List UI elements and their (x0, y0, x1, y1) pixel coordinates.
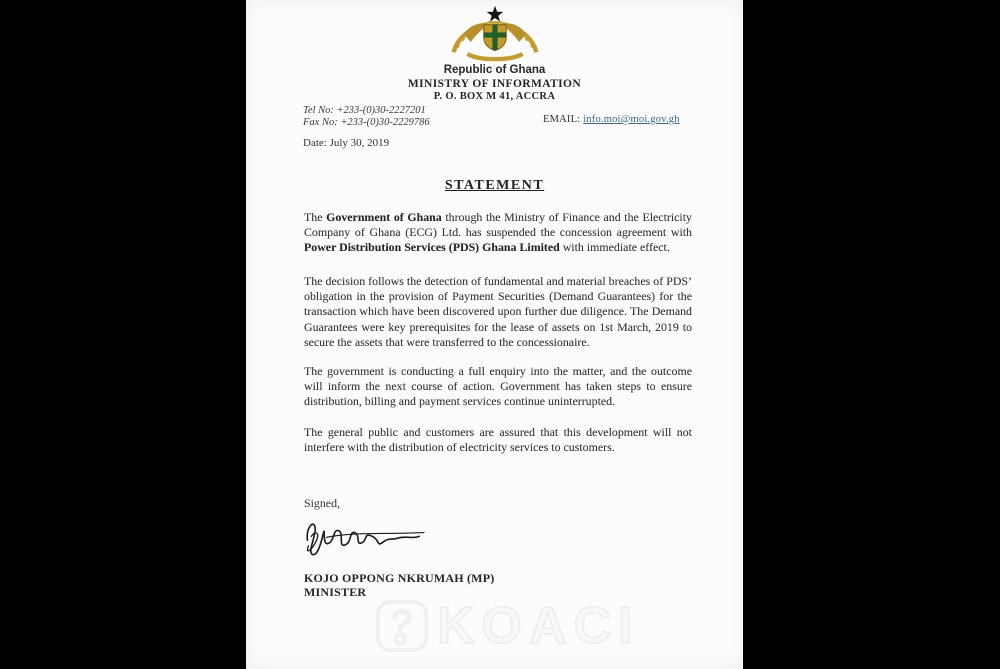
paragraph-1-bold-pds: Power Distribution Services (PDS) Ghana Limited (304, 240, 560, 255)
po-box-line: P. O. BOX M 41, ACCRA (433, 91, 556, 102)
signature-handwriting-icon (298, 507, 440, 561)
statement-title: STATEMENT (444, 178, 545, 193)
paragraph-3: The government is conducting a full enquiry into the matter, and the outcome will inform the next course of action. Government has taken steps to ensure distribution, billing and payment services continue uninterrupted. (304, 364, 692, 409)
paragraph-1 (304, 210, 692, 256)
ministry-title: MINISTRY OF INFORMATION (407, 78, 582, 90)
ghana-coat-of-arms-icon (443, 4, 547, 66)
date-line: Date: July 30, 2019 (303, 137, 390, 149)
koaci-watermark-text: KOACI (437, 597, 640, 655)
email-line (543, 114, 680, 125)
telephone-line: Tel No: +233-(0)30-2227201 (303, 105, 426, 116)
koaci-watermark (374, 598, 640, 654)
paragraph-2: The decision follows the detection of fundamental and material breaches of PDS’ obligation in the provision of Payment Securities (Demand Guarantees) for the transaction which have been discovered upon further due diligence. The Demand Guarantees were key prerequisites for the lease of assets on 1st March, 2019 to secure the assets that were transferred to the concessionaire. (304, 274, 692, 349)
koaci-logo-icon (374, 598, 430, 654)
paragraph-1-bold-government: Government of Ghana (326, 210, 442, 224)
email-label: EMAIL: (543, 114, 584, 125)
republic-title: Republic of Ghana (443, 64, 546, 76)
fax-line: Fax No: +233-(0)30-2229786 (303, 117, 430, 128)
paragraph-4: The general public and customers are assured that this development will not interfere with the distribution of electricity services to customers. (304, 425, 692, 455)
paragraph-1-segment: through the Ministry of Finance and the Electricity Company of Ghana (ECG) Ltd. has suspended the concession agreement with (304, 210, 692, 240)
email-address: info.moi@moi.gov.gh (583, 114, 680, 125)
paragraph-1-segment: with immediate effect. (559, 240, 670, 255)
document-page (246, 0, 743, 669)
signatory-name: KOJO OPPONG NKRUMAH (MP) (304, 571, 495, 585)
signatory-title: MINISTER (304, 585, 367, 599)
paragraph-1-segment: The (304, 210, 327, 224)
signed-label: Signed, (304, 496, 341, 510)
